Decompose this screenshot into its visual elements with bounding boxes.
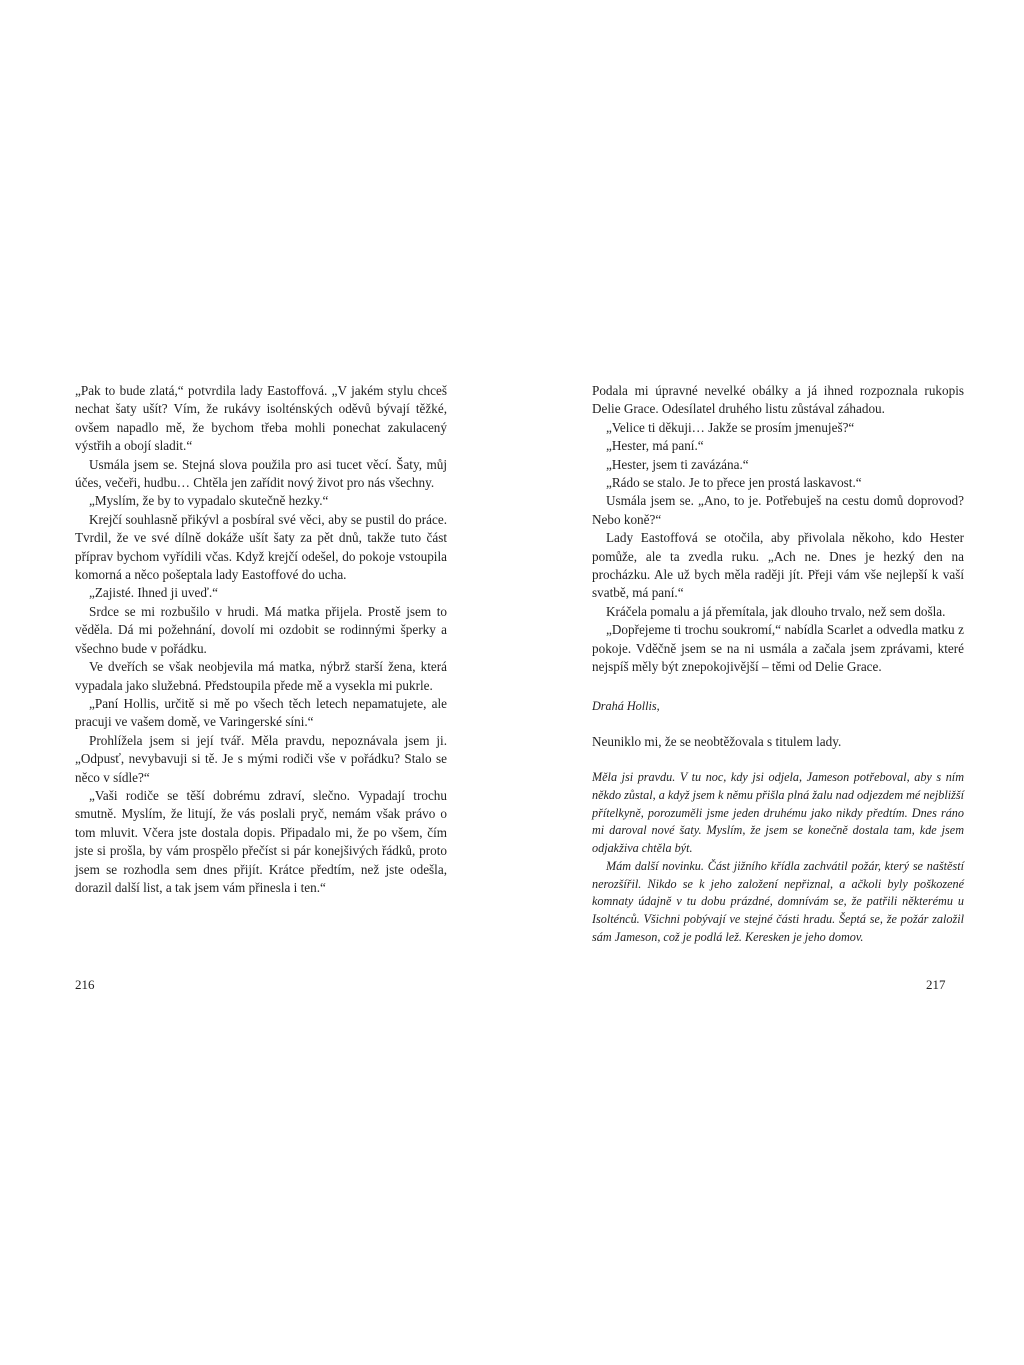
right-paragraph-7: Lady Eastoffová se otočila, aby přivolala někoho, kdo Hester pomůže, ale ta zvedla ruku. „Ach ne. Dnes je hezký den na procházku. Ale už bych měla raději jít. Přeji vám vše nejlepší k vaší svatbě, má paní.“ — [592, 530, 964, 601]
left-paragraph-7: Ve dveřích se však neobjevila má matka, nýbrž starší žena, která vypadala jako služebná. Předstoupila přede mě a vysekla mi pukrle. — [75, 659, 447, 693]
left-paragraph-9: Prohlížela jsem si její tvář. Měla pravdu, nepoznávala jsem ji. „Odpusť, nevybavuji si tě. Je s mými rodiči vše v pořádku? Stalo se něco v sídle?“ — [75, 732, 447, 785]
right-paragraph-6: Usmála jsem se. „Ano, to je. Potřebuješ na cestu domů doprovod? Nebo koně?“ — [592, 493, 964, 527]
right-page — [592, 382, 964, 947]
left-paragraph-6: Srdce se mi rozbušilo v hrudi. Má matka přijela. Prostě jsem to věděla. Dá mi požehnání, dovolí mi ozdobit se rodinnými šperky a všechno bude v pořádku. — [75, 603, 447, 656]
left-paragraph-2: Usmála jsem se. Stejná slova použila pro asi tucet věcí. Šaty, můj účes, večeři, hudbu… Chtěla jen zařídit nový život pro nás všechny. — [75, 456, 447, 491]
letter-opening-line: Neuniklo mi, že se neobtěžovala s titulem lady. — [592, 733, 842, 749]
letter-paragraph-1: Měla jsi pravdu. V tu noc, kdy jsi odjela, Jameson potřeboval, aby s ním někdo zůstal, a když jsem k němu přišla plná žalu nad odjezdem mé nejbližší přítelkyně, porozuměli jsme jeden druhému jako nikdy předtím. Dnes ráno mi daroval nové šaty. Myslím, že jsem se konečně dostala tam, kde jsem odjakživa chtěla být. — [592, 769, 964, 856]
left-paragraph-10: „Vaši rodiče se těší dobrému zdraví, slečno. Vypadají trochu smutně. Myslím, že litují, že vás poslali pryč, nemám však právo o tom mluvit. Včera jste dostala dopis. Připadalo mi, že po všem, čím jste si prošla, by vám prospělo přečíst si pár konejšivých řádků, proto jsem se rozhodla sem dnes přijít. Krátce předtím, než jste odešla, dorazil další list, a tak jsem vám přinesla i ten.“ — [75, 787, 447, 895]
left-paragraph-3: „Myslím, že by to vypadalo skutečně hezky.“ — [89, 493, 329, 509]
right-paragraph-9: „Dopřejeme ti trochu soukromí,“ nabídla Scarlet a odvedla matku z pokoje. Vděčně jsem se na ni usmála a začala jsem zprávami, které nejspíš měly být znepokojivější – těmi od Delie Grace. — [592, 622, 964, 675]
page-number-right: 217 — [926, 977, 946, 992]
right-paragraph-5: „Rádo se stalo. Je to přece jen prostá laskavost.“ — [606, 475, 862, 491]
right-paragraph-2: „Velice ti děkuji… Jakže se prosím jmenuješ?“ — [606, 419, 855, 435]
left-paragraph-5: „Zajisté. Ihned ji uveď.“ — [89, 585, 218, 601]
letter-salutation: Drahá Hollis, — [592, 698, 660, 713]
right-paragraph-8: Kráčela pomalu a já přemítala, jak dlouho trvalo, než sem došla. — [606, 603, 946, 619]
right-paragraph-1: Podala mi úpravné nevelké obálky a já ihned rozpoznala rukopis Delie Grace. Odesílatel druhého listu zůstával záhadou. — [592, 383, 964, 417]
right-paragraph-4: „Hester, jsem ti zavázána.“ — [606, 456, 749, 472]
page-number-left: 216 — [75, 977, 95, 992]
letter-paragraph-2: Mám další novinku. Část jižního křídla zachvátil požár, který se naštěstí nerozšířil. Nikdo se k jeho založení nepřiznal, a ačkoli byly poškozené komnaty údajně v tu dobu prázdné, domnívám se, že patřili některému u Isolténců. Všichni pobývají ve stejné části hradu. Šeptá se, že požár založil sám Jameson, což je podlá lež. Keresken je jeho domov. — [592, 858, 964, 945]
right-paragraph-3: „Hester, má paní.“ — [606, 438, 704, 454]
left-paragraph-4: Krejčí souhlasně přikývl a posbíral své věci, aby se pustil do práce. Tvrdil, že ve své dílně dokáže ušít šaty za pět dnů, takže tuto část příprav bychom vyřídili včas. Když krejčí odešel, do pokoje vstoupila komorná a něco pošeptala lady Eastoffové do ucha. — [75, 511, 447, 583]
left-paragraph-1: „Pak to bude zlatá,“ potvrdila lady Eastoffová. „V jakém stylu chceš nechat šaty ušít? Vím, že rukávy isolténských oděvů bývají těžké, ovšem napadlo mě, že bychom třeba mohli ponechat zakulacený výstřih a obojí sladit.“ — [75, 383, 447, 454]
left-page — [75, 382, 447, 897]
left-paragraph-8: „Paní Hollis, určitě si mě po všech těch letech nepamatujete, ale pracuji ve vašem domě, ve Varingerské síni.“ — [75, 695, 447, 730]
